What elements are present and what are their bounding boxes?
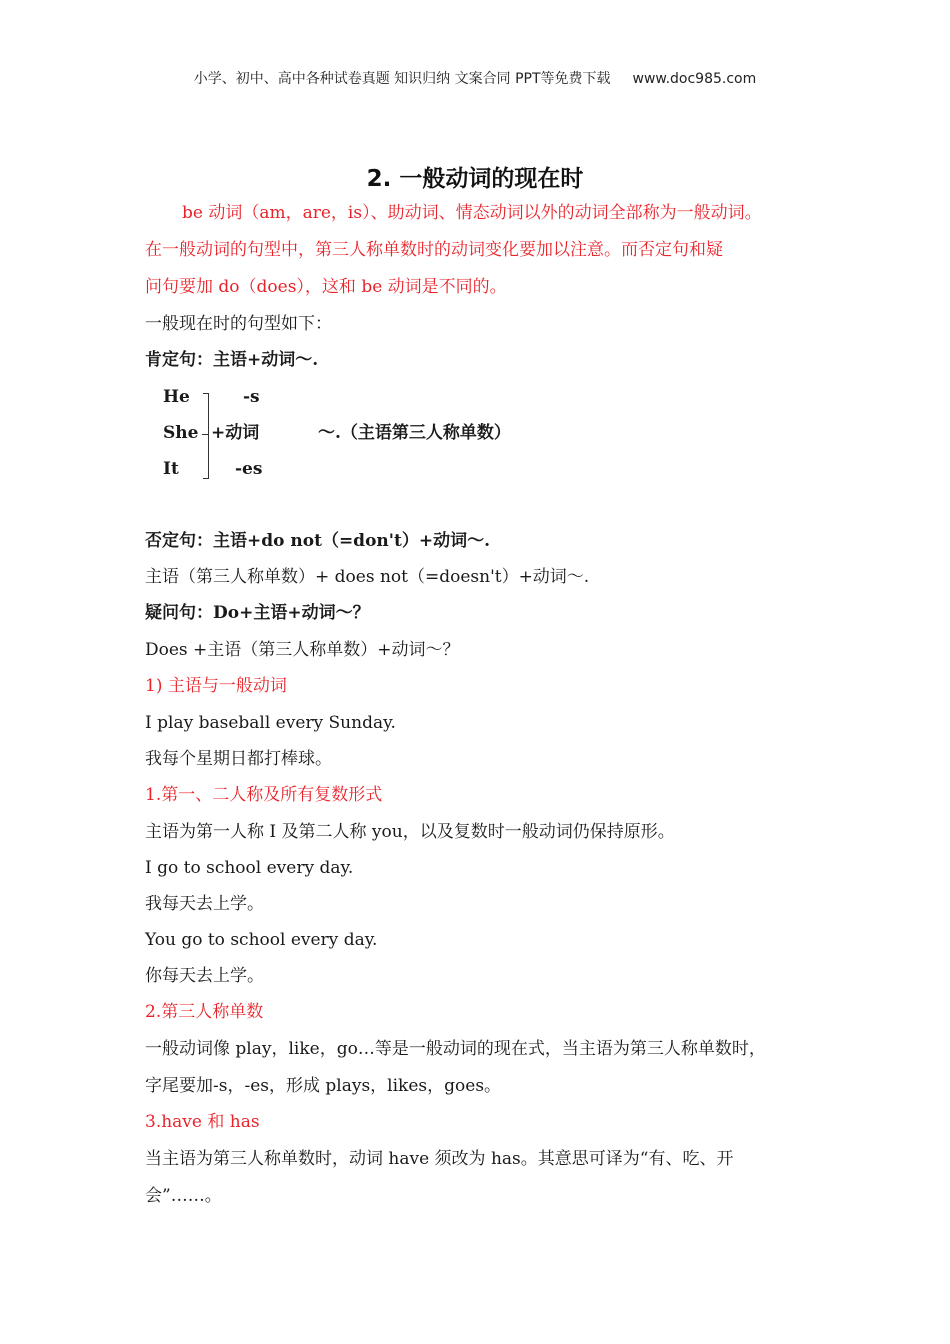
question-third: Does +主语（第三人称单数）+动词～？ [145, 640, 460, 660]
intro-line-2: 在一般动词的句型中，第三人称单数时的动词变化要加以注意。而否定句和疑 [145, 240, 723, 260]
affirmative-note: ～.（主语第三人称单数） [318, 423, 511, 443]
section1-example-cn: 我每个星期日都打棒球。 [145, 749, 332, 769]
sub3-desc-2: 会”……。 [145, 1186, 222, 1206]
sub2-heading: 2.第三人称单数 [145, 1002, 264, 1022]
page-header [0, 68, 950, 88]
sub2-desc-2: 字尾要加-s，-es，形成 plays，likes，goes。 [145, 1076, 502, 1096]
affirmative-label: 肯定句：主语+动词～. [145, 350, 319, 370]
sub1-heading: 1.第一、二人称及所有复数形式 [145, 785, 383, 805]
ending-es: -es [235, 459, 263, 479]
sub3-heading: 3.have 和 has [145, 1112, 260, 1132]
ending-s: -s [243, 387, 260, 407]
sub1-ex1-cn: 我每天去上学。 [145, 894, 264, 914]
sub1-desc: 主语为第一人称 I 及第二人称 you，以及复数时一般动词仍保持原形。 [145, 822, 675, 842]
sub1-ex2-cn: 你每天去上学。 [145, 966, 264, 986]
page-title: 2. 一般动词的现在时 [366, 166, 584, 192]
question-label: 疑问句：Do+主语+动词～？ [145, 603, 370, 623]
negative-third: 主语（第三人称单数）+ does not（=doesn't）+动词～. [145, 567, 590, 587]
sub2-desc-1: 一般动词像 play，like，go…等是一般动词的现在式，当主语为第三人称单数时， [145, 1039, 766, 1059]
header-site[interactable]: www.doc985.com [632, 71, 757, 87]
section1-example-en: I play baseball every Sunday. [145, 713, 396, 733]
subject-it: It [163, 459, 179, 479]
subject-he: He [163, 387, 190, 407]
verb-plus: +动词 [211, 423, 260, 443]
sub3-desc-1: 当主语为第三人称单数时，动词 have 须改为 has。其意思可译为“有、吃、开 [145, 1149, 734, 1169]
sub1-ex1-en: I go to school every day. [145, 858, 354, 878]
subject-she: She [163, 423, 199, 443]
intro-line-3: 问句要加 do（does），这和 be 动词是不同的。 [145, 277, 507, 297]
pattern-heading: 一般现在时的句型如下： [145, 314, 332, 334]
section1-heading: 1) 主语与一般动词 [145, 676, 287, 696]
subject-bracket [200, 393, 209, 479]
negative-label: 否定句：主语+do not（=don't）+动词～. [145, 531, 490, 551]
bracket-tick [202, 434, 208, 435]
sub1-ex2-en: You go to school every day. [145, 930, 378, 950]
header-text: 小学、初中、高中各种试卷真题 知识归纳 文案合同 PPT等免费下载 [193, 71, 611, 87]
intro-line-1: be 动词（am，are，is）、助动词、情态动词以外的动词全部称为一般动词。 [182, 203, 762, 223]
